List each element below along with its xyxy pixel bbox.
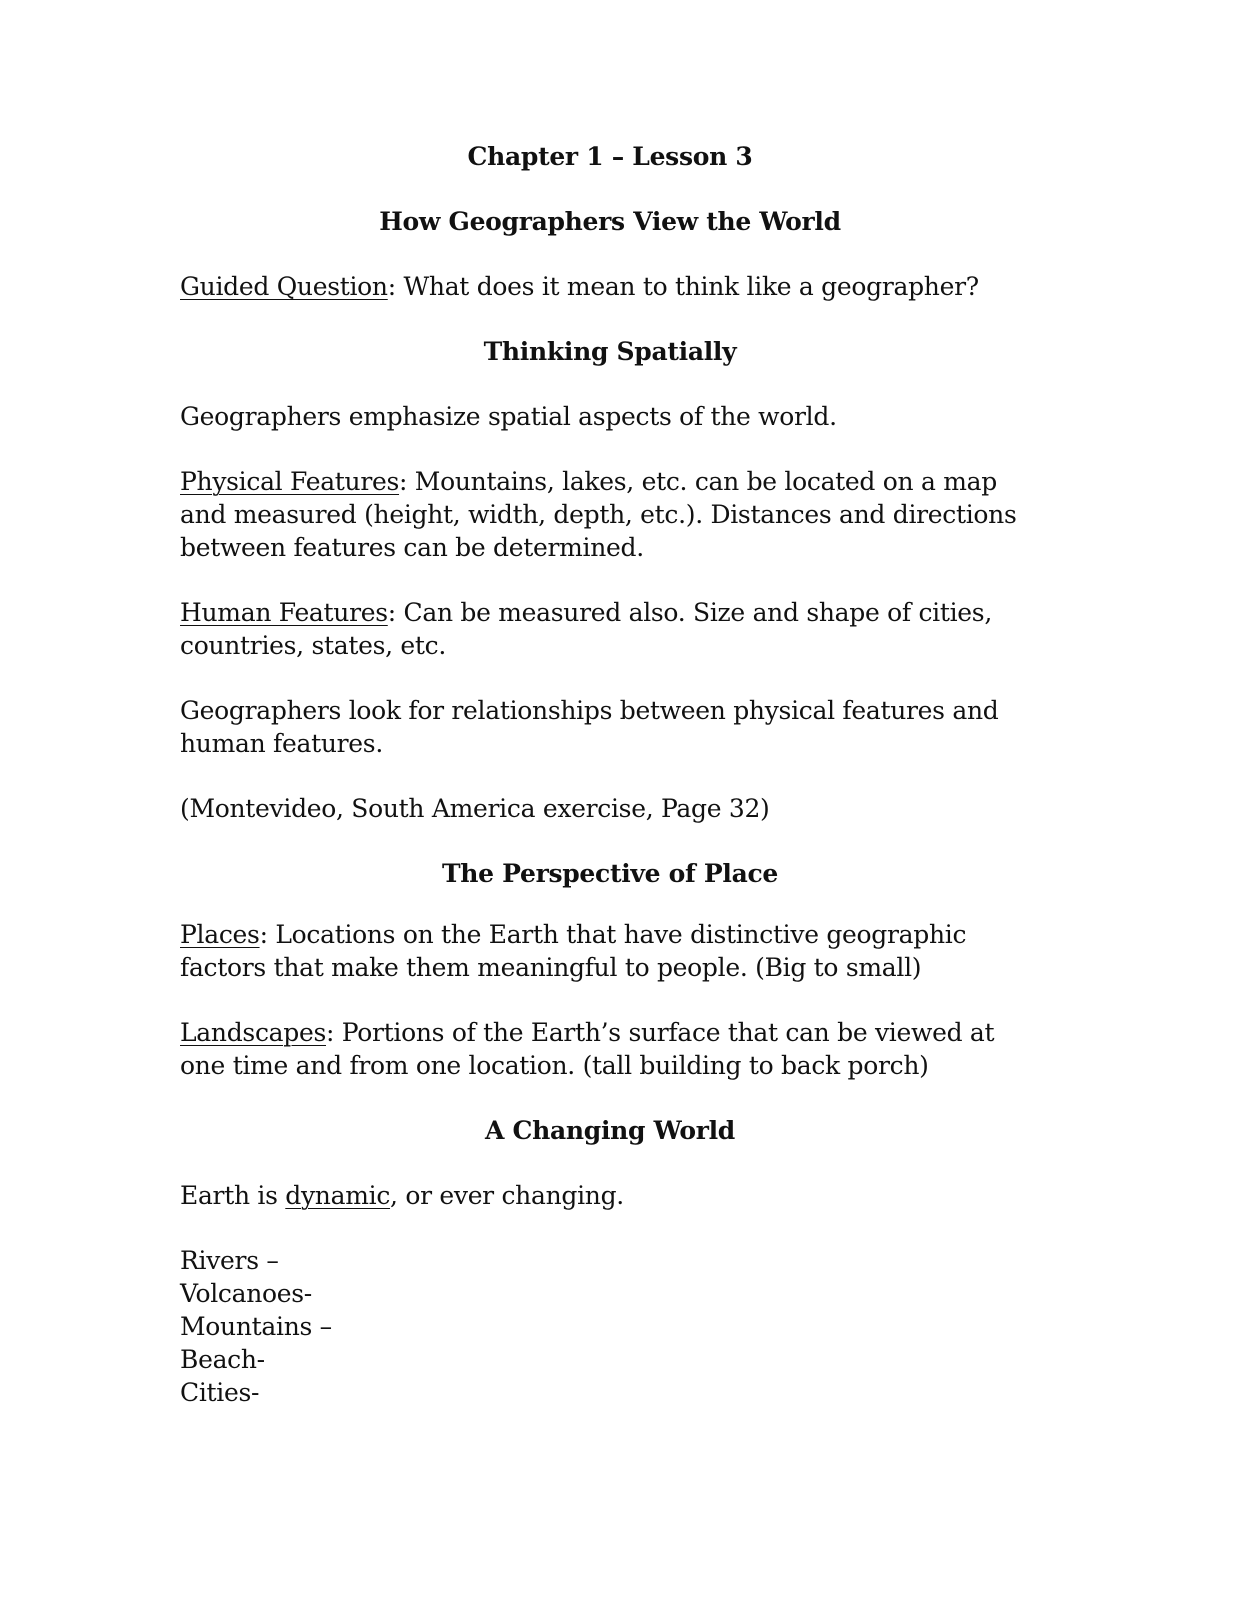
landscapes-label: Landscapes: [180, 1018, 326, 1047]
dynamic-suffix: , or ever changing.: [390, 1181, 624, 1210]
places-paragraph: [180, 918, 1040, 984]
list-item: Volcanoes-: [180, 1279, 312, 1308]
relationships-paragraph: Geographers look for relationships between physical features and human features.: [180, 696, 999, 758]
dynamic-prefix: Earth is: [180, 1181, 286, 1210]
dynamic-keyword: dynamic: [285, 1181, 391, 1210]
physical-features-label: Physical Features: [180, 467, 400, 496]
guided-question-label: Guided Question: [180, 272, 388, 301]
lesson-subtitle: How Geographers View the World: [379, 207, 841, 236]
list-item: Rivers –: [180, 1246, 279, 1275]
chapter-title: Chapter 1 – Lesson 3: [467, 142, 753, 171]
guided-question: [180, 270, 1040, 303]
list-item: Mountains –: [180, 1312, 332, 1341]
guided-question-text: : What does it mean to think like a geographer?: [387, 272, 979, 301]
places-label: Places: [180, 920, 260, 949]
human-features-text: : Can be measured also. Size and shape of cities, countries, states, etc.: [180, 598, 992, 660]
human-features-paragraph: [180, 596, 1040, 662]
section-heading-changing-world: A Changing World: [485, 1116, 735, 1145]
dynamic-earth-paragraph: [180, 1179, 1040, 1212]
landscapes-paragraph: [180, 1016, 1040, 1082]
list-item: Cities-: [180, 1378, 260, 1407]
section-heading-perspective-of-place: The Perspective of Place: [441, 859, 778, 888]
spatial-intro: Geographers emphasize spatial aspects of the world.: [180, 402, 837, 431]
document-page: [180, 140, 1040, 1409]
landscapes-text: : Portions of the Earth’s surface that can be viewed at one time and from one location. (tall building to back porch): [180, 1018, 995, 1080]
list-item: Beach-: [180, 1345, 265, 1374]
section-heading-thinking-spatially: Thinking Spatially: [483, 337, 737, 366]
changing-features-list: [180, 1244, 1040, 1409]
human-features-label: Human Features: [180, 598, 388, 627]
places-text: : Locations on the Earth that have distinctive geographic factors that make them meaningful to people. (Big to small): [180, 920, 967, 982]
exercise-note: (Montevideo, South America exercise, Page 32): [180, 794, 770, 823]
physical-features-paragraph: [180, 465, 1040, 564]
physical-features-text: : Mountains, lakes, etc. can be located on a map and measured (height, width, depth, etc.). Distances and directions between features can be determined.: [180, 467, 1017, 562]
